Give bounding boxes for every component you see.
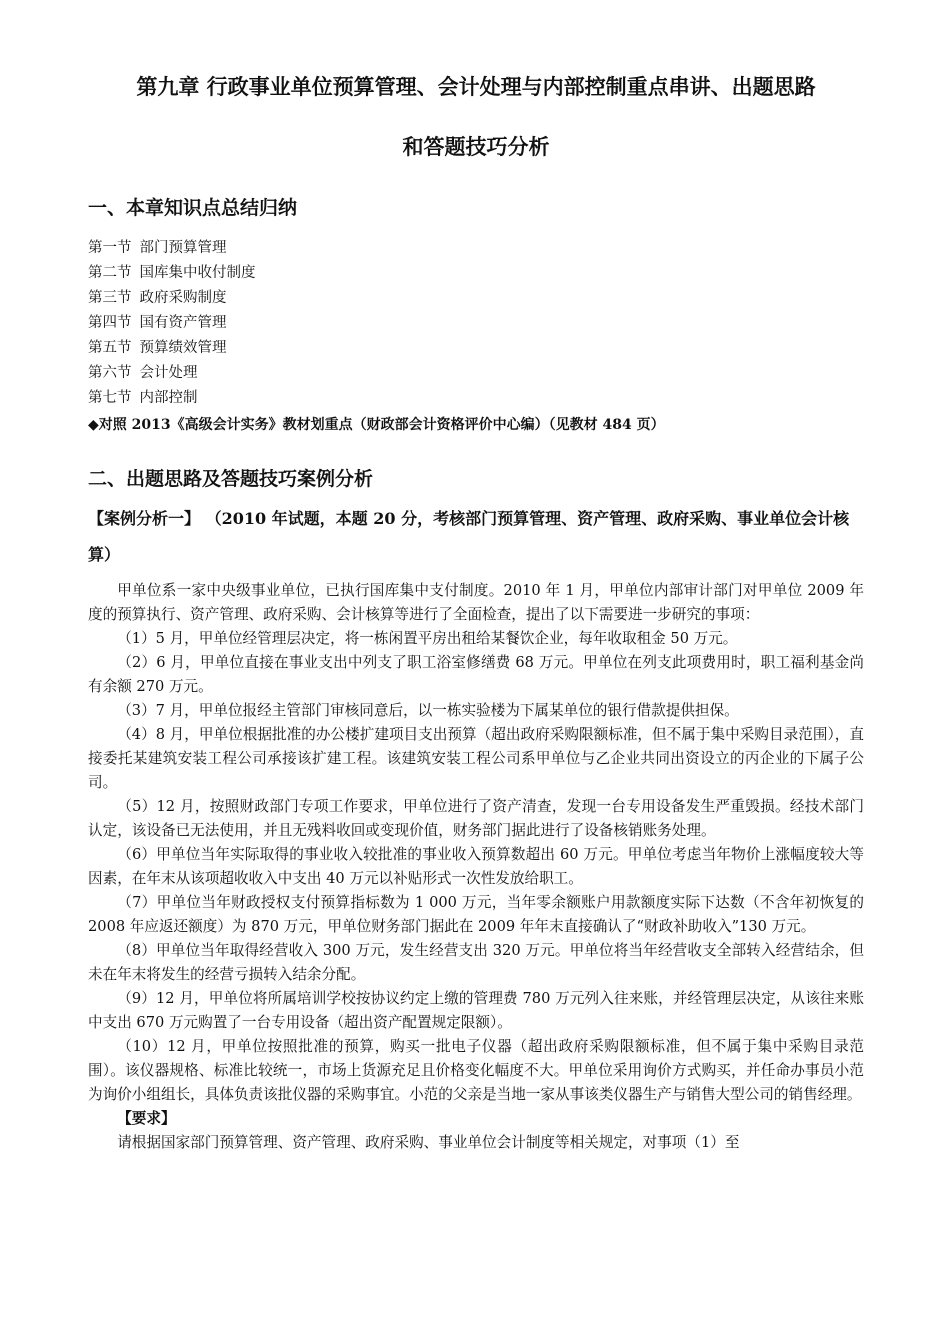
case-item: （9）12 月，甲单位将所属培训学校按协议约定上缴的管理费 780 万元列入往来账，并经管理层决定，从该往来账中支出 670 万元购置了一台专用设备（超出资产配置规定限额）。 (88, 990, 864, 1031)
section-title: 国库集中收付制度 (139, 265, 256, 281)
case-item: （6）甲单位当年实际取得的事业收入较批准的事业收入预算数超出 60 万元。甲单位考虑当年物价上涨幅度较大等因素，在年末从该项超收收入中支出 40 万元以补贴形式一次性发放给职工。 (88, 846, 864, 887)
document-page (88, 60, 864, 1155)
section2-heading: 二、出题思路及答题技巧案例分析 (88, 468, 374, 490)
section-title: 预算绩效管理 (139, 340, 227, 356)
section-title: 国有资产管理 (139, 315, 227, 331)
section-number: 第四节 (88, 315, 132, 331)
requirement-label: 【要求】 (117, 1110, 176, 1127)
case-item: （1）5 月，甲单位经管理层决定，将一栋闲置平房出租给某餐饮企业，每年收取租金 50 万元。 (117, 630, 738, 647)
case-item: （4）8 月，甲单位根据批准的办公楼扩建项目支出预算（超出政府采购限额标准，但不属于集中采购目录范围），直接委托某建筑安装工程公司承接该扩建工程。该建筑安装工程公司系甲单位与乙企业共同出资设立的丙企业的下属子公司。 (88, 726, 864, 791)
case-intro: 甲单位系一家中央级事业单位，已执行国库集中支付制度。2010 年 1 月，甲单位内部审计部门对甲单位 2009 年度的预算执行、资产管理、政府采购、会计核算等进行了全面检查，提出了以下需要进一步研究的事项： (88, 582, 864, 623)
case-title: 【案例分析一】 （2010 年试题，本题 20 分，考核部门预算管理、资产管理、政府采购、事业单位会计核算） (88, 509, 850, 564)
section-number: 第一节 (88, 240, 132, 256)
section-number: 第二节 (88, 265, 132, 281)
section-title: 部门预算管理 (139, 240, 227, 256)
section1-heading: 一、本章知识点总结归纳 (88, 197, 298, 219)
textbook-note: ◆对照 2013《高级会计实务》教材划重点（财政部会计资格评价中心编）（见教材 484 页） (88, 417, 665, 433)
section-title: 内部控制 (139, 390, 198, 406)
title-line-1: 第九章 行政事业单位预算管理、会计处理与内部控制重点串讲、出题思路 (136, 74, 816, 99)
section-number: 第七节 (88, 390, 132, 406)
list-item (88, 236, 864, 261)
section-number: 第三节 (88, 290, 132, 306)
list-item (88, 361, 864, 386)
section-list (88, 236, 864, 411)
list-item (88, 261, 864, 286)
case-item: （3）7 月，甲单位报经主管部门审核同意后，以一栋实验楼为下属某单位的银行借款提供担保。 (117, 702, 739, 719)
requirement-text: 请根据国家部门预算管理、资产管理、政府采购、事业单位会计制度等相关规定，对事项（1）至 (117, 1134, 740, 1151)
case-item: （8）甲单位当年取得经营收入 300 万元，发生经营支出 320 万元。甲单位将当年经营收支全部转入经营结余，但未在年末将发生的经营亏损转入结余分配。 (88, 942, 864, 983)
section-number: 第五节 (88, 340, 132, 356)
title-line-2: 和答题技巧分析 (402, 134, 550, 159)
case-item: （5）12 月，按照财政部门专项工作要求，甲单位进行了资产清查，发现一台专用设备发生严重毁损。经技术部门认定，该设备已无法使用，并且无残料收回或变现价值，财务部门据此进行了设备核销账务处理。 (88, 798, 864, 839)
list-item (88, 386, 864, 411)
case-item: （7）甲单位当年财政授权支付预算指标数为 1 000 万元，当年零余额账户用款额度实际下达数（不含年初恢复的 2008 年应返还额度）为 870 万元，甲单位财务部门据此在 2009 年年末直接确认了“财政补助收入”130 万元。 (88, 894, 864, 935)
case-item: （2）6 月，甲单位直接在事业支出中列支了职工浴室修缮费 68 万元。甲单位在列支此项费用时，职工福利基金尚有余额 270 万元。 (88, 654, 864, 695)
section-number: 第六节 (88, 365, 132, 381)
list-item (88, 311, 864, 336)
list-item (88, 286, 864, 311)
list-item (88, 336, 864, 361)
section-title: 政府采购制度 (139, 290, 227, 306)
case-item: （10）12 月，甲单位按照批准的预算，购买一批电子仪器（超出政府采购限额标准，但不属于集中采购目录范围）。该仪器规格、标准比较统一，市场上货源充足且价格变化幅度不大。甲单位采用询价方式购买，并任命办事员小范为询价小组组长，具体负责该批仪器的采购事宜。小范的父亲是当地一家从事该类仪器生产与销售大型公司的销售经理。 (88, 1038, 864, 1103)
section-title: 会计处理 (139, 365, 198, 381)
